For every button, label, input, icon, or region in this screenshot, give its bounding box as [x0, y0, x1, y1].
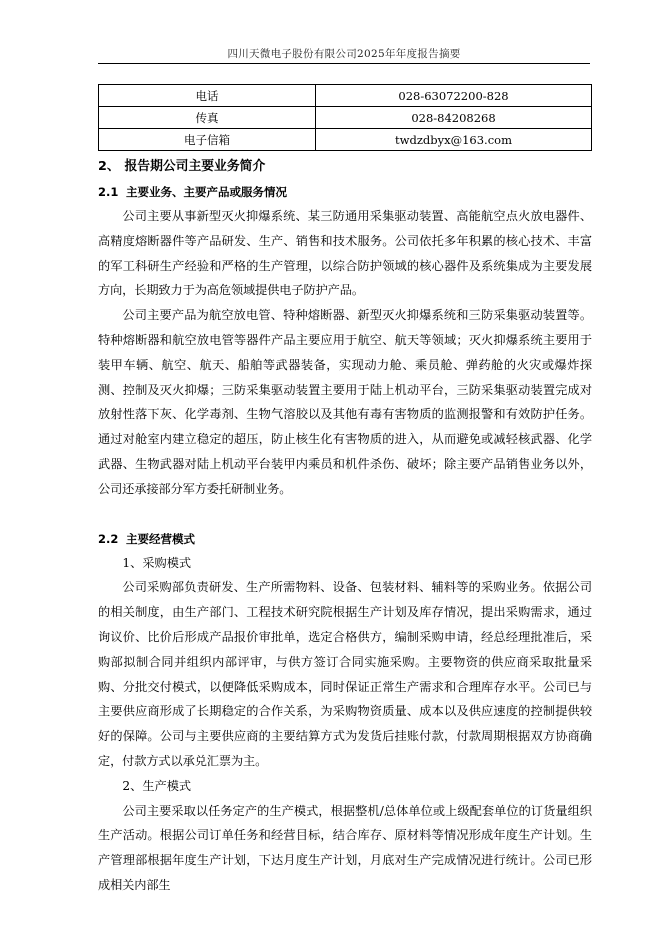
fax-label: 传真	[99, 107, 316, 129]
email-value: twdzdbyx@163.com	[316, 129, 592, 151]
document-body	[98, 154, 592, 898]
paragraph: 公司主要从事新型灭火抑爆系统、某三防通用采集驱动装置、高能航空点火放电器件、高精度熔断器件等产品研发、生产、销售和技术服务。公司依托多年积累的核心技术、丰富的军工科研生产经验和严格的生产管理，以综合防护领域的核心器件及系统集成为主要发展方向，长期致力于为高危领域提供电子防护产品。	[98, 209, 592, 298]
table-row	[99, 85, 592, 107]
section-number: 2、	[98, 159, 120, 174]
phone-label: 电话	[99, 85, 316, 107]
paragraph: 公司主要产品为航空放电管、特种熔断器、新型灭火抑爆系统和三防采集驱动装置等。特种熔断器和航空放电管等器件产品主要应用于航空、航天等领域；灭火抑爆系统主要用于装甲车辆、航空、航天、船舶等武器装备，实现动力舱、乘员舱、弹药舱的火灾或爆炸探测、控制及灭火抑爆；三防采集驱动装置主要用于陆上机动平台，三防采集驱动装置完成对放射性落下灰、化学毒剂、生物气溶胶以及其他有毒有害物质的监测报警和有效防护任务。通过对舱室内建立稳定的超压，防止核生化有害物质的进入，从而避免或减轻核武器、化学武器、生物武器对陆上机动平台装甲内乘员和机件杀伤、破坏；除主要产品销售业务以外，公司还承接部分军方委托研制业务。	[98, 308, 592, 496]
table-row	[99, 129, 592, 151]
page-header: 四川天微电子股份有限公司2025年年度报告摘要	[227, 48, 461, 60]
procurement-heading: 1、采购模式	[122, 555, 192, 570]
subsection-number: 2.2	[98, 531, 119, 546]
subsection-heading	[98, 527, 592, 551]
paragraph: 公司主要采取以任务定产的生产模式，根据整机/总体单位或上级配套单位的订货量组织生产活动。根据公司订单任务和经营目标，结合库存、原材料等情况形成年度生产计划。生产管理部根据年度生产计划，下达月度生产计划，月底对生产完成情况进行统计。公司已形成相关内部生	[98, 803, 592, 892]
subsection-title: 主要经营模式	[126, 531, 196, 546]
paragraph: 公司采购部负责研发、生产所需物料、设备、包装材料、辅料等的采购业务。依据公司的相关制度，由生产部门、工程技术研究院根据生产计划及库存情况，提出采购需求，通过询议价、比价后形成产品报价审批单，选定合格供方，编制采购申请，经总经理批准后，采购部拟制合同并组织内部评审，与供方签订合同实施采购。主要物资的供应商采取批量采购、分批交付模式，以便降低采购成本，同时保证正常生产需求和合理库存水平。公司已与主要供应商形成了长期稳定的合作关系，为采购物资质量、成本以及供应速度的控制提供较好的保障。公司与主要供应商的主要结算方式为发货后挂账付款，付款周期根据双方协商确定，付款方式以承兑汇票为主。	[98, 580, 592, 768]
subsection-number: 2.1	[98, 185, 119, 199]
production-heading: 2、生产模式	[122, 778, 192, 793]
table-row	[99, 107, 592, 129]
section-heading	[98, 154, 592, 180]
header-divider	[98, 63, 590, 64]
contact-table	[98, 84, 592, 151]
email-label: 电子信箱	[99, 129, 316, 151]
subsection-heading	[98, 180, 592, 204]
section-title: 报告期公司主要业务简介	[124, 159, 266, 174]
subsection-title: 主要业务、主要产品或服务情况	[126, 185, 288, 199]
phone-value: 028-63072200-828	[316, 85, 592, 107]
fax-value: 028-84208268	[316, 107, 592, 129]
